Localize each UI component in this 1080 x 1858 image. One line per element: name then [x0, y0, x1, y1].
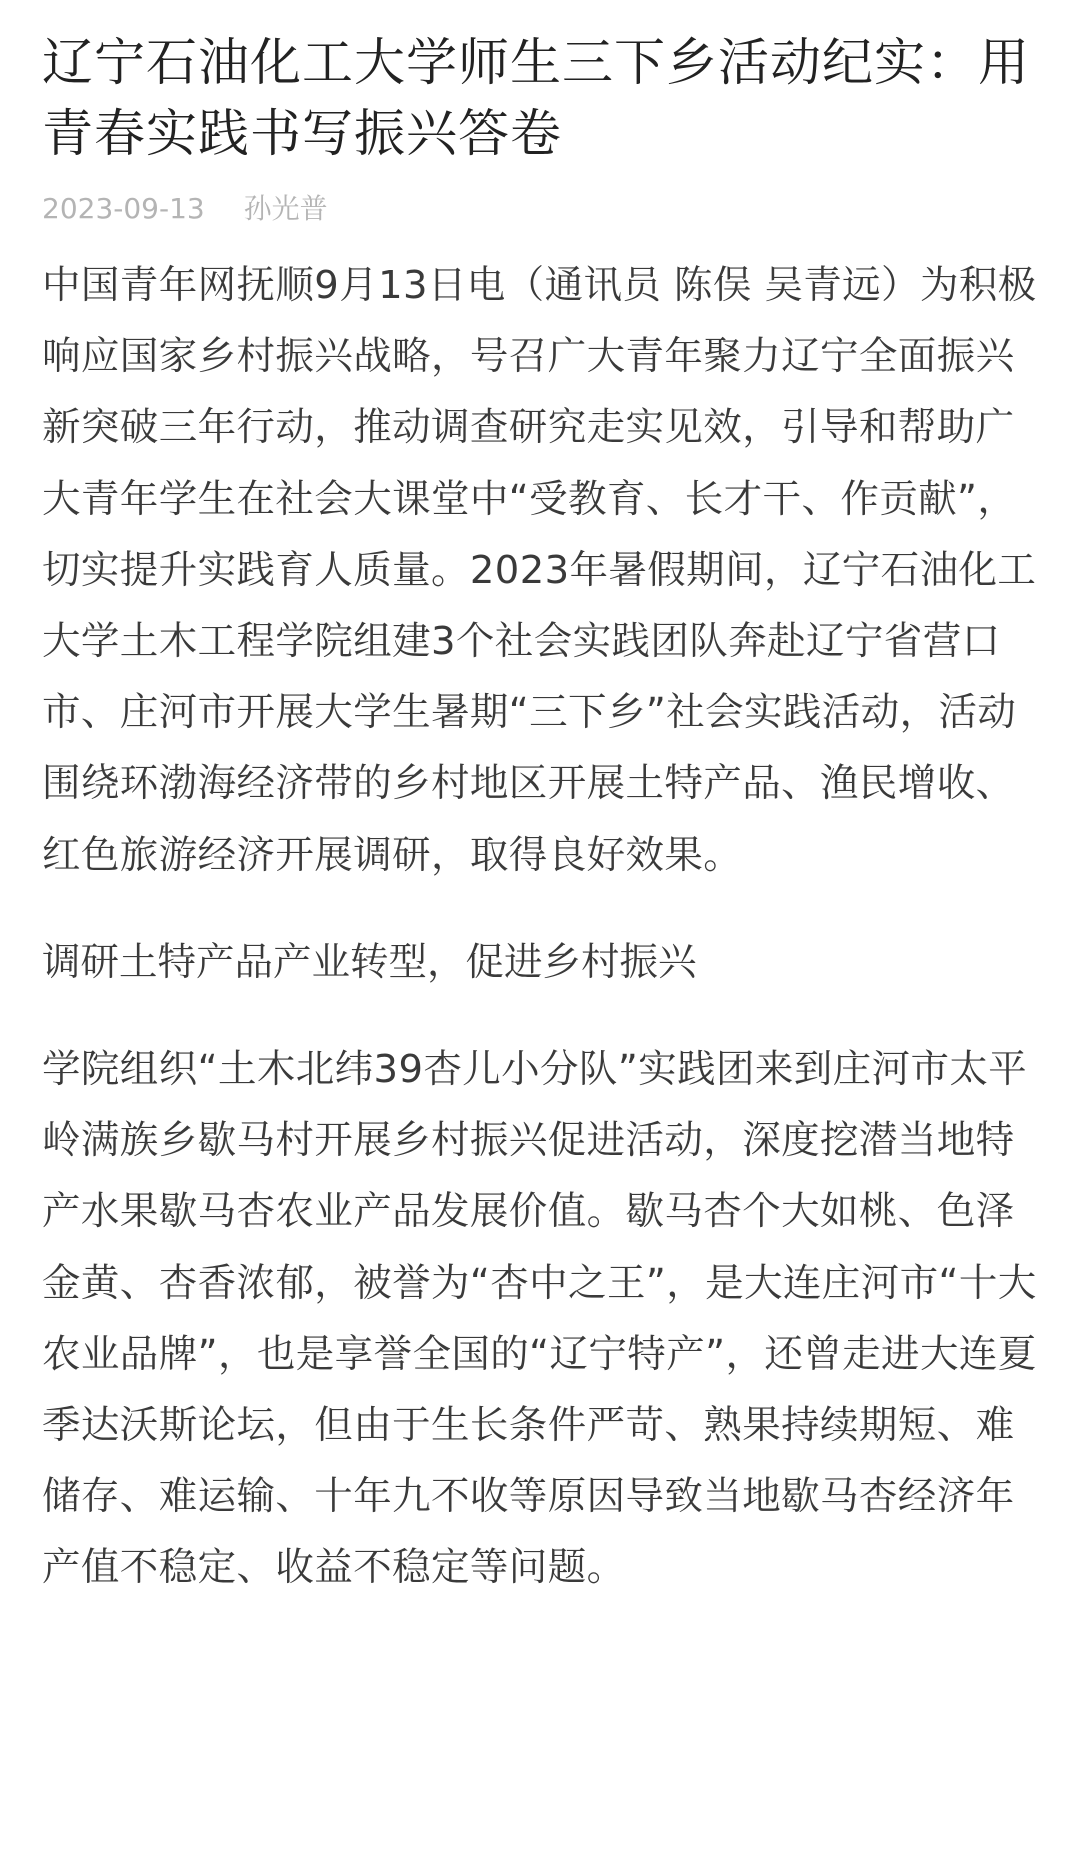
article-meta — [42, 192, 1038, 226]
article-body — [42, 250, 1038, 1604]
section-heading: 调研土特产品产业转型，促进乡村振兴 — [42, 939, 697, 985]
article-paragraph: 中国青年网抚顺9月13日电（通讯员 陈俣 吴青远）为积极响应国家乡村振兴战略，号召广大青年聚力辽宁全面振兴新突破三年行动，推动调查研究走实见效，引导和帮助广大青年学生在社会大课堂中“受教育、长才干、作贡献”，切实提升实践育人质量。2023年暑假期间，辽宁石油化工大学土木工程学院组建3个社会实践团队奔赴辽宁省营口市、庄河市开展大学生暑期“三下乡”社会实践活动，活动围绕环渤海经济带的乡村地区开展土特产品、渔民增收、红色旅游经济开展调研，取得良好效果。 — [42, 263, 1037, 878]
article-title: 辽宁石油化工大学师生三下乡活动纪实：用青春实践书写振兴答卷 — [42, 34, 1031, 164]
article-paragraph: 学院组织“土木北纬39杏儿小分队”实践团来到庄河市太平岭满族乡歇马村开展乡村振兴促进活动，深度挖潜当地特产水果歇马杏农业产品发展价值。歇马杏个大如桃、色泽金黄、杏香浓郁，被誉为“杏中之王”，是大连庄河市“十大农业品牌”，也是享誉全国的“辽宁特产”，还曾走进大连夏季达沃斯论坛，但由于生长条件严苛、熟果持续期短、难储存、难运输、十年九不收等原因导致当地歇马杏经济年产值不稳定、收益不稳定等问题。 — [42, 1047, 1037, 1591]
author-name[interactable]: 孙光普 — [243, 192, 328, 225]
publish-date: 2023-09-13 — [42, 192, 205, 225]
